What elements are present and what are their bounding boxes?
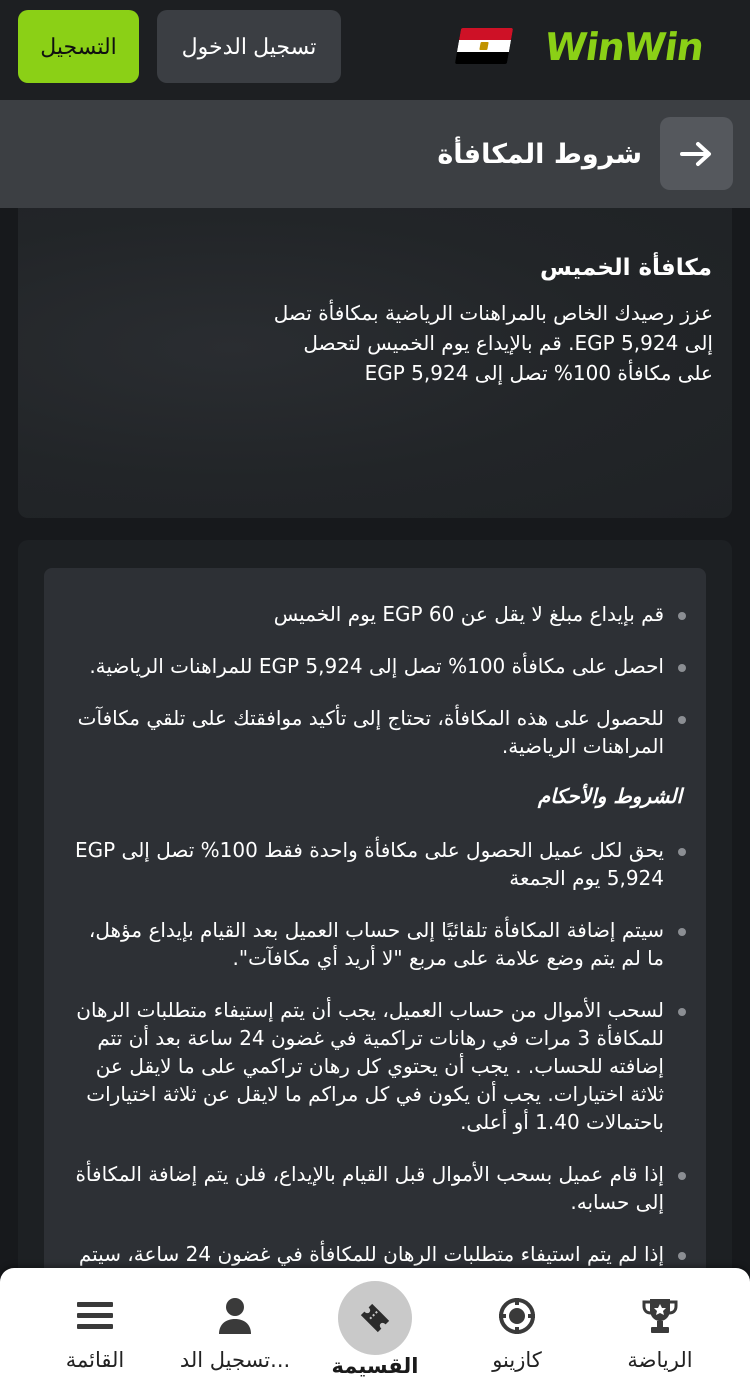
brand-name: WinWin	[541, 25, 707, 69]
nav-label-casino: كازينو	[492, 1348, 542, 1372]
nav-item-casino[interactable]	[462, 1268, 572, 1391]
nav-label-menu: القائمة	[65, 1348, 125, 1372]
brand-logo[interactable]	[541, 22, 723, 72]
terms-heading: الشروط والأحكام	[537, 784, 682, 808]
terms-item: لسحب الأموال من حساب العميل، يجب أن يتم إستيفاء متطلبات الرهان للمكافأة 3 مرات في رهانات تراكمية في غضون 24 ساعة بعد أن تتم إضافته للحساب. . يجب أن يحتوي كل رهان تراكمي على ما لايقل عن ثلاثة اختيارات. يجب أن يكون في كل مراكم ما لايقل عن ثلاثة اختيارات باحتمالات 1.40 أو أعلى.	[72, 996, 688, 1136]
nav-label-login: تسجيل الد...	[179, 1348, 291, 1372]
nav-label-betslip: القسيمة	[331, 1354, 419, 1378]
nav-item-login[interactable]	[175, 1268, 295, 1391]
promo-description: عزز رصيدك الخاص بالمراهنات الرياضية بمكافأة تصل إلى EGP 5,924. قم بالإيداع يوم الخميس لتحصل على مكافأة 100% تصل إلى EGP 5,924	[273, 301, 713, 385]
nav-item-menu[interactable]	[40, 1268, 150, 1391]
menu-icon	[75, 1296, 115, 1336]
casino-chip-icon	[497, 1296, 537, 1336]
condition-item: قم بإيداع مبلغ لا يقل عن EGP 60 يوم الخميس	[72, 600, 688, 628]
terms-item: إذا لم يتم استيفاء متطلبات الرهان للمكافأة في غضون 24 ساعة، سيتم	[72, 1240, 688, 1296]
terms-item: سيتم إضافة المكافأة تلقائيًا إلى حساب العميل بعد القيام بإيداع مؤهل، ما لم يتم وضع علامة على مربع "لا أريد أي مكافآت".	[72, 916, 688, 972]
nav-label-sports: الرياضة	[627, 1348, 693, 1372]
terms-item: إذا قام عميل بسحب الأموال قبل القيام بالإيداع، فلن يتم إضافة المكافأة إلى حسابه.	[72, 1160, 688, 1216]
user-icon	[215, 1296, 255, 1336]
conditions-list	[72, 600, 688, 1320]
egypt-flag-icon[interactable]	[455, 28, 513, 64]
back-button[interactable]	[660, 117, 733, 190]
trophy-icon	[640, 1296, 680, 1336]
condition-item: احصل على مكافأة 100% تصل إلى EGP 5,924 للمراهنات الرياضية.	[72, 652, 688, 680]
nav-item-betslip[interactable]	[338, 1281, 412, 1355]
arrow-right-icon	[680, 140, 714, 168]
ticket-icon	[355, 1298, 395, 1338]
condition-item: للحصول على هذه المكافأة، تحتاج إلى تأكيد موافقتك على تلقي مكافآت المراهنات الرياضية.	[72, 704, 688, 760]
terms-item: يحق لكل عميل الحصول على مكافأة واحدة فقط 100% تصل إلى EGP 5,924 يوم الجمعة	[72, 836, 688, 892]
login-button[interactable]: تسجيل الدخول	[157, 10, 341, 83]
register-button[interactable]: التسجيل	[18, 10, 139, 83]
page-title: شروط المكافأة	[437, 138, 642, 170]
promo-title: مكافأة الخميس	[540, 255, 712, 281]
top-bar	[0, 0, 750, 100]
nav-item-sports[interactable]	[605, 1268, 715, 1391]
